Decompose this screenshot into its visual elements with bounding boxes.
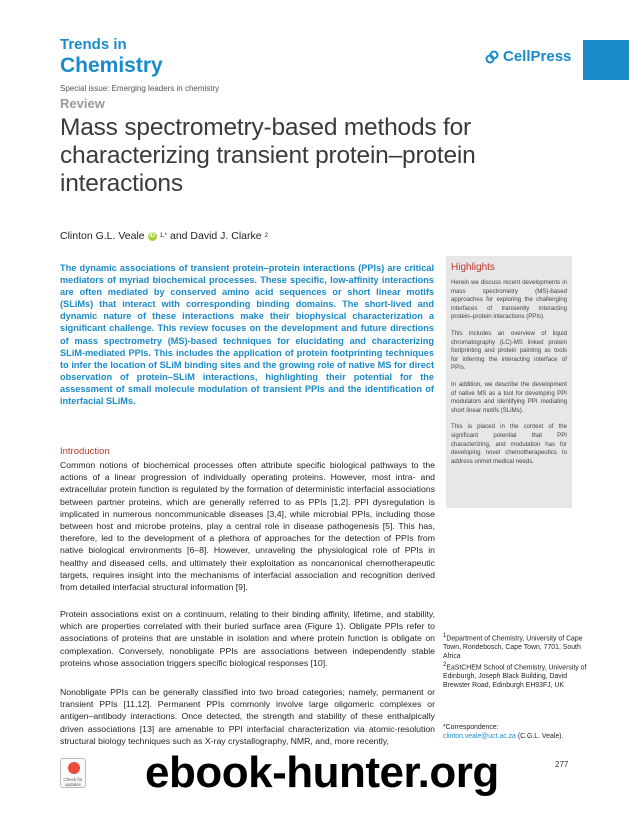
watermark: ebook-hunter.org: [145, 748, 499, 797]
affiliation-2: $^2$EaStCHEM School of Chemistry, University of Edinburgh, Joseph Black Building, David Brewster Road, Edinburgh EH93FJ, UK: [443, 662, 587, 690]
correspondence: [443, 724, 593, 741]
section-heading-introduction: Introduction: [60, 446, 110, 457]
affiliation-1: $^1$Department of Chemistry, University of Cape Town, Rondebosch, Cape Town, 7701, South Africa: [443, 633, 583, 660]
abstract: The dynamic associations of transient protein–protein interactions (PPIs) are critical mediators of myriad biochemical processes. These specific, low-affinity interactions are often mediated by conserved amino acid sequences or short linear motifs (SLiMs) that interact with corresponding binding domains. The short-lived and dynamic nature of these interactions make their biophysical characterization a significant challenge. This review focuses on the development and future directions of mass spectrometry (MS)-based techniques for elucidating and characterizing SLiM-mediated PPIs. This includes the application of protein footprinting techniques to infer the location of SLiM binding sites and the growing role of native MS for direct observation of protein–SLiM interactions, highlighting their potential for the assessment of small molecule modulation of transient PPIs and the identification of interfacial SLiMs.: [60, 263, 434, 407]
author-list: [60, 230, 268, 242]
intro-paragraph-2: Protein associations exist on a continuum, relating to their binding affinity, lifetime, and stability, which are properties correlated with their buried surface area (Figure 1). Obligate PPIs refer to associations of proteins that are unstable in isolation and where protein function is obligate on complexation. Conversely, nonobligate PPIs are associations between independently stable proteins whose association triggers specific biological responses [10].: [60, 609, 435, 668]
author-1[interactable]: Clinton G.L. Veale: [60, 230, 145, 242]
highlight-item: In addition, we describe the development of native MS as a tool for developing PPI modulators and identifying PPI mediating short linear motifs (SLiMs).: [451, 380, 567, 414]
author-2[interactable]: and David J. Clarke: [169, 230, 262, 242]
article-title: Mass spectrometry-based methods for characterizing transient protein–protein interactions: [60, 114, 476, 197]
check-for-updates-label: Check for updates: [63, 777, 83, 787]
highlight-item: This is placed in the context of the significant potential that PPI characterizing, and modulation has for developing novel chemotherapeutics to address unmet medical needs.: [451, 423, 567, 465]
highlights-box: [446, 256, 572, 508]
intro-paragraph-1: Common notions of biochemical processes often attribute specific biological pathways to the actions of a linear progression of individually operating proteins. However, most intra- and extracellular protein function is regulated by the formation of deterministic interfacial associations between partner proteins, which are generally referred to as PPIs [1,2]. PPI dysregulation is implicated in numerous noncommunicable diseases [3,4], while microbial PPIs, including those between host and microbe proteins, play a central role in disease pathogenesis [5]. This has, therefore, led to the development of a plethora of approaches for the detection of PPIs from native biological environments [6–8]. However, unraveling the physiological role of PPIs in healthy and diseased cells, and ultimately their exploitation as noncanonical chemotherapeutic targets, requires insight into the mechanisms of interfacial association and recognition derived from detailed interfacial structural information [9].: [60, 460, 435, 593]
publisher-name: CellPress: [503, 48, 572, 65]
orcid-icon[interactable]: iD: [149, 232, 156, 239]
intro-paragraph-3: Nonobligate PPIs can be generally classified into two broad categories; namely, permanent or transient PPIs [11,12]. Permanent PPIs commonly involve large oligomeric complexes or antigen–antibody interactions. Once detected, the strength and stability of these enthalpically driven associations [13] are amenable to PPI interfacial characterization via atomic-resolution structural biology techniques such as X-ray crystallography, NMR, and, more recently,: [60, 687, 435, 746]
journal-name-line1: Trends in: [60, 36, 127, 53]
correspondence-email-link[interactable]: clinton.veale@uct.ac.za: [443, 732, 516, 740]
check-for-updates-icon: [68, 762, 80, 774]
highlight-item: Herein we discuss recent developments in mass spectrometry (MS)-based approaches for exploring the challenging interfaces of transiently interacting protein–protein interactions (PPIs).: [451, 279, 567, 321]
author-2-affil: 2: [264, 233, 268, 239]
article-type: Review: [60, 96, 105, 111]
check-for-updates-badge[interactable]: [60, 758, 86, 788]
correspondence-label: *Correspondence:: [443, 724, 499, 731]
cellpress-logo-icon: [485, 50, 499, 64]
highlight-item: This includes an overview of liquid chromatography (LC)-MS linked protein footprinting and protein painting as tools for inferring the interacting interface of PPIs.: [451, 329, 567, 372]
highlights-title: Highlights: [451, 262, 495, 273]
correspondence-name: (C.G.L. Veale).: [517, 732, 564, 740]
special-issue-label: Special issue: Emerging leaders in chemistry: [60, 84, 220, 93]
journal-name-line2: Chemistry: [60, 54, 163, 77]
corner-color-block: [583, 40, 629, 80]
page-number: 277: [555, 760, 569, 769]
affiliations: [443, 632, 593, 691]
author-1-affil: 1,*: [159, 233, 167, 239]
publisher-logo[interactable]: [485, 48, 571, 65]
